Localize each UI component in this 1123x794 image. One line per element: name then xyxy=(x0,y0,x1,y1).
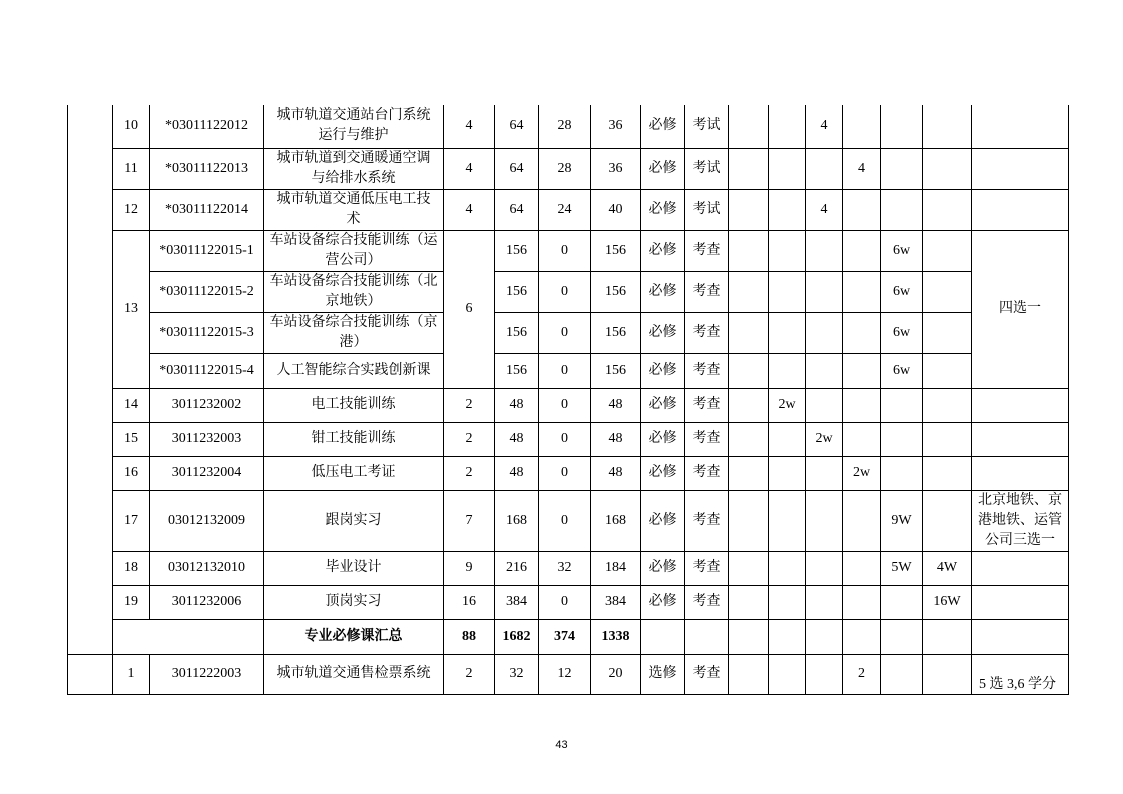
course-semester-5 xyxy=(881,654,923,694)
course-semester-5: 6w xyxy=(881,271,923,312)
course-semester-2 xyxy=(769,230,806,271)
course-total-hours: 156 xyxy=(495,312,539,353)
course-remark: 5 选 3,6 学分 xyxy=(972,654,1069,694)
course-name: 人工智能综合实践创新课 xyxy=(264,353,444,388)
course-semester-5 xyxy=(881,105,923,148)
course-assessment: 考查 xyxy=(685,422,729,456)
course-credits: 9 xyxy=(444,551,495,585)
course-semester-3 xyxy=(806,490,843,551)
course-semester-3 xyxy=(806,585,843,619)
course-row xyxy=(68,189,1069,230)
course-remark xyxy=(972,456,1069,490)
course-semester-4: 2w xyxy=(843,456,881,490)
course-code: *03011122015-2 xyxy=(150,271,264,312)
course-semester-3 xyxy=(806,388,843,422)
course-practice-hours: 20 xyxy=(591,654,641,694)
course-credits: 6 xyxy=(444,230,495,388)
summary-empty-cell xyxy=(881,619,923,654)
course-assessment: 考试 xyxy=(685,105,729,148)
course-credits: 2 xyxy=(444,388,495,422)
course-semester-6 xyxy=(923,148,972,189)
course-remark xyxy=(972,551,1069,585)
course-semester-6 xyxy=(923,654,972,694)
course-total-hours: 32 xyxy=(495,654,539,694)
course-code: *03011122015-1 xyxy=(150,230,264,271)
course-theory-hours: 32 xyxy=(539,551,591,585)
course-row xyxy=(68,388,1069,422)
course-row xyxy=(68,353,1069,388)
page-number: 43 xyxy=(555,739,568,751)
course-semester-4: 4 xyxy=(843,148,881,189)
course-credits: 2 xyxy=(444,456,495,490)
course-name: 城市轨道到交通暖通空调与给排水系统 xyxy=(264,148,444,189)
course-semester-5 xyxy=(881,585,923,619)
summary-empty-cell xyxy=(641,619,685,654)
course-semester-5: 6w xyxy=(881,353,923,388)
course-total-hours: 156 xyxy=(495,230,539,271)
course-type: 必修 xyxy=(641,312,685,353)
course-semester-6 xyxy=(923,353,972,388)
course-row xyxy=(68,230,1069,271)
course-no: 19 xyxy=(113,585,150,619)
course-semester-5 xyxy=(881,148,923,189)
course-no: 17 xyxy=(113,490,150,551)
course-total-hours: 48 xyxy=(495,422,539,456)
course-theory-hours: 0 xyxy=(539,422,591,456)
course-semester-1 xyxy=(729,388,769,422)
course-no: 14 xyxy=(113,388,150,422)
course-no: 13 xyxy=(113,230,150,388)
course-semester-4 xyxy=(843,230,881,271)
course-practice-hours: 156 xyxy=(591,271,641,312)
course-code: 3011232002 xyxy=(150,388,264,422)
course-semester-3 xyxy=(806,353,843,388)
course-remark xyxy=(972,422,1069,456)
course-semester-6: 16W xyxy=(923,585,972,619)
course-row xyxy=(68,456,1069,490)
course-semester-4 xyxy=(843,105,881,148)
course-semester-3 xyxy=(806,654,843,694)
summary-empty-cell xyxy=(843,619,881,654)
course-type: 必修 xyxy=(641,585,685,619)
summary-credits: 88 xyxy=(444,619,495,654)
course-semester-1 xyxy=(729,422,769,456)
course-semester-2 xyxy=(769,551,806,585)
course-name: 城市轨道交通站台门系统运行与维护 xyxy=(264,105,444,148)
course-semester-2 xyxy=(769,148,806,189)
summary-total-hours: 1682 xyxy=(495,619,539,654)
summary-empty-cell xyxy=(685,619,729,654)
course-no: 18 xyxy=(113,551,150,585)
course-name: 车站设备综合技能训练（北京地铁） xyxy=(264,271,444,312)
course-semester-2 xyxy=(769,456,806,490)
course-semester-4 xyxy=(843,422,881,456)
course-practice-hours: 48 xyxy=(591,456,641,490)
course-semester-2 xyxy=(769,490,806,551)
course-semester-2 xyxy=(769,105,806,148)
course-semester-2 xyxy=(769,585,806,619)
course-semester-5 xyxy=(881,456,923,490)
course-code: 3011232004 xyxy=(150,456,264,490)
summary-blank-cell xyxy=(113,619,264,654)
course-semester-1 xyxy=(729,551,769,585)
course-total-hours: 64 xyxy=(495,148,539,189)
summary-empty-cell xyxy=(923,619,972,654)
category-cell xyxy=(68,105,113,654)
course-name: 城市轨道交通售检票系统 xyxy=(264,654,444,694)
course-semester-4 xyxy=(843,490,881,551)
course-practice-hours: 40 xyxy=(591,189,641,230)
course-total-hours: 48 xyxy=(495,388,539,422)
course-code: *03011122013 xyxy=(150,148,264,189)
course-semester-5: 9W xyxy=(881,490,923,551)
course-semester-1 xyxy=(729,105,769,148)
course-remark xyxy=(972,388,1069,422)
course-total-hours: 216 xyxy=(495,551,539,585)
course-semester-6 xyxy=(923,105,972,148)
course-assessment: 考查 xyxy=(685,271,729,312)
course-theory-hours: 24 xyxy=(539,189,591,230)
elective-course-row xyxy=(68,654,1069,694)
course-credits: 4 xyxy=(444,189,495,230)
summary-empty-cell xyxy=(769,619,806,654)
course-row xyxy=(68,148,1069,189)
course-semester-3 xyxy=(806,148,843,189)
course-theory-hours: 0 xyxy=(539,585,591,619)
course-practice-hours: 168 xyxy=(591,490,641,551)
course-semester-1 xyxy=(729,353,769,388)
course-semester-4 xyxy=(843,585,881,619)
course-theory-hours: 0 xyxy=(539,271,591,312)
course-code: *03011122015-4 xyxy=(150,353,264,388)
course-assessment: 考查 xyxy=(685,456,729,490)
course-total-hours: 156 xyxy=(495,353,539,388)
course-total-hours: 64 xyxy=(495,105,539,148)
course-theory-hours: 0 xyxy=(539,490,591,551)
summary-empty-cell xyxy=(729,619,769,654)
course-no: 1 xyxy=(113,654,150,694)
course-semester-2 xyxy=(769,271,806,312)
course-credits: 2 xyxy=(444,654,495,694)
course-type: 必修 xyxy=(641,148,685,189)
course-practice-hours: 384 xyxy=(591,585,641,619)
course-remark: 四选一 xyxy=(972,230,1069,388)
course-semester-2 xyxy=(769,422,806,456)
course-semester-4 xyxy=(843,353,881,388)
course-semester-6 xyxy=(923,490,972,551)
course-name: 城市轨道交通低压电工技术 xyxy=(264,189,444,230)
summary-practice-hours: 1338 xyxy=(591,619,641,654)
course-code: 3011232006 xyxy=(150,585,264,619)
course-semester-3 xyxy=(806,312,843,353)
course-type: 必修 xyxy=(641,353,685,388)
course-no: 10 xyxy=(113,105,150,148)
course-assessment: 考查 xyxy=(685,230,729,271)
course-semester-4 xyxy=(843,271,881,312)
course-theory-hours: 28 xyxy=(539,105,591,148)
course-assessment: 考查 xyxy=(685,353,729,388)
course-row xyxy=(68,312,1069,353)
course-theory-hours: 28 xyxy=(539,148,591,189)
course-practice-hours: 48 xyxy=(591,388,641,422)
course-assessment: 考查 xyxy=(685,490,729,551)
course-semester-5: 6w xyxy=(881,312,923,353)
course-name: 车站设备综合技能训练（京港） xyxy=(264,312,444,353)
course-type: 必修 xyxy=(641,189,685,230)
course-row xyxy=(68,271,1069,312)
course-semester-6 xyxy=(923,271,972,312)
summary-empty-cell xyxy=(806,619,843,654)
course-semester-1 xyxy=(729,230,769,271)
course-total-hours: 384 xyxy=(495,585,539,619)
course-theory-hours: 0 xyxy=(539,312,591,353)
course-semester-4: 2 xyxy=(843,654,881,694)
course-row xyxy=(68,585,1069,619)
course-semester-2 xyxy=(769,312,806,353)
course-total-hours: 156 xyxy=(495,271,539,312)
course-semester-5: 5W xyxy=(881,551,923,585)
course-credits: 4 xyxy=(444,148,495,189)
course-name: 电工技能训练 xyxy=(264,388,444,422)
course-total-hours: 64 xyxy=(495,189,539,230)
course-name: 车站设备综合技能训练（运营公司） xyxy=(264,230,444,271)
course-practice-hours: 156 xyxy=(591,353,641,388)
category-cell xyxy=(68,654,113,694)
course-remark xyxy=(972,148,1069,189)
course-semester-3 xyxy=(806,551,843,585)
course-practice-hours: 48 xyxy=(591,422,641,456)
course-semester-6 xyxy=(923,422,972,456)
summary-row xyxy=(68,619,1069,654)
course-remark xyxy=(972,105,1069,148)
summary-label: 专业必修课汇总 xyxy=(264,619,444,654)
course-practice-hours: 184 xyxy=(591,551,641,585)
course-semester-1 xyxy=(729,271,769,312)
course-semester-1 xyxy=(729,654,769,694)
course-name: 钳工技能训练 xyxy=(264,422,444,456)
course-credits: 4 xyxy=(444,105,495,148)
course-remark: 北京地铁、京港地铁、运管公司三选一 xyxy=(972,490,1069,551)
course-semester-4 xyxy=(843,388,881,422)
course-semester-5 xyxy=(881,422,923,456)
course-code: 3011222003 xyxy=(150,654,264,694)
course-semester-2: 2w xyxy=(769,388,806,422)
course-row xyxy=(68,490,1069,551)
course-assessment: 考查 xyxy=(685,585,729,619)
course-plan-table xyxy=(67,105,1069,695)
course-remark xyxy=(972,189,1069,230)
course-type: 必修 xyxy=(641,422,685,456)
course-semester-3 xyxy=(806,456,843,490)
course-semester-6 xyxy=(923,189,972,230)
course-row xyxy=(68,105,1069,148)
course-remark xyxy=(972,585,1069,619)
course-semester-3: 4 xyxy=(806,189,843,230)
course-practice-hours: 156 xyxy=(591,312,641,353)
course-assessment: 考查 xyxy=(685,654,729,694)
course-semester-5 xyxy=(881,189,923,230)
course-semester-3 xyxy=(806,271,843,312)
course-type: 必修 xyxy=(641,551,685,585)
course-no: 15 xyxy=(113,422,150,456)
summary-empty-cell xyxy=(972,619,1069,654)
course-assessment: 考试 xyxy=(685,148,729,189)
course-semester-3: 2w xyxy=(806,422,843,456)
course-semester-6 xyxy=(923,230,972,271)
course-code: *03011122012 xyxy=(150,105,264,148)
course-type: 必修 xyxy=(641,388,685,422)
course-name: 毕业设计 xyxy=(264,551,444,585)
course-semester-2 xyxy=(769,654,806,694)
course-semester-6 xyxy=(923,312,972,353)
course-code: *03011122015-3 xyxy=(150,312,264,353)
course-credits: 16 xyxy=(444,585,495,619)
course-semester-1 xyxy=(729,148,769,189)
course-semester-5 xyxy=(881,388,923,422)
course-no: 16 xyxy=(113,456,150,490)
course-theory-hours: 0 xyxy=(539,230,591,271)
course-type: 必修 xyxy=(641,456,685,490)
course-theory-hours: 0 xyxy=(539,388,591,422)
course-total-hours: 168 xyxy=(495,490,539,551)
course-total-hours: 48 xyxy=(495,456,539,490)
course-semester-4 xyxy=(843,551,881,585)
course-semester-4 xyxy=(843,312,881,353)
course-type: 必修 xyxy=(641,490,685,551)
course-type: 必修 xyxy=(641,230,685,271)
course-semester-1 xyxy=(729,312,769,353)
course-practice-hours: 156 xyxy=(591,230,641,271)
course-code: 3011232003 xyxy=(150,422,264,456)
course-semester-4 xyxy=(843,189,881,230)
course-assessment: 考试 xyxy=(685,189,729,230)
course-practice-hours: 36 xyxy=(591,105,641,148)
course-code: 03012132009 xyxy=(150,490,264,551)
course-semester-6: 4W xyxy=(923,551,972,585)
course-semester-2 xyxy=(769,189,806,230)
course-semester-2 xyxy=(769,353,806,388)
summary-theory-hours: 374 xyxy=(539,619,591,654)
course-type: 必修 xyxy=(641,105,685,148)
course-semester-6 xyxy=(923,388,972,422)
course-semester-5: 6w xyxy=(881,230,923,271)
course-semester-6 xyxy=(923,456,972,490)
course-credits: 2 xyxy=(444,422,495,456)
course-credits: 7 xyxy=(444,490,495,551)
course-theory-hours: 0 xyxy=(539,353,591,388)
course-no: 11 xyxy=(113,148,150,189)
course-name: 低压电工考证 xyxy=(264,456,444,490)
course-practice-hours: 36 xyxy=(591,148,641,189)
course-assessment: 考查 xyxy=(685,388,729,422)
course-semester-1 xyxy=(729,585,769,619)
course-row xyxy=(68,422,1069,456)
course-semester-1 xyxy=(729,490,769,551)
course-semester-3 xyxy=(806,230,843,271)
course-name: 顶岗实习 xyxy=(264,585,444,619)
course-semester-3: 4 xyxy=(806,105,843,148)
course-type: 选修 xyxy=(641,654,685,694)
course-no: 12 xyxy=(113,189,150,230)
course-row xyxy=(68,551,1069,585)
course-theory-hours: 0 xyxy=(539,456,591,490)
course-assessment: 考查 xyxy=(685,551,729,585)
course-code: *03011122014 xyxy=(150,189,264,230)
course-name: 跟岗实习 xyxy=(264,490,444,551)
course-assessment: 考查 xyxy=(685,312,729,353)
course-semester-1 xyxy=(729,189,769,230)
course-code: 03012132010 xyxy=(150,551,264,585)
course-semester-1 xyxy=(729,456,769,490)
course-type: 必修 xyxy=(641,271,685,312)
course-theory-hours: 12 xyxy=(539,654,591,694)
